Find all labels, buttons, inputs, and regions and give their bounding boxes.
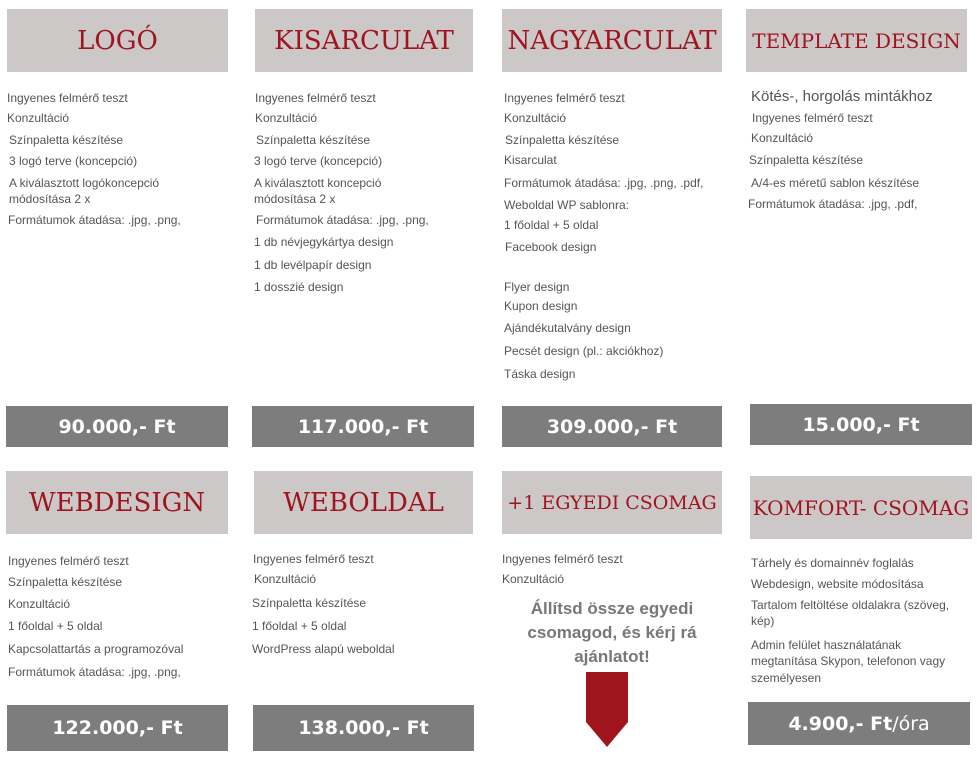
- card-nagyarculat-title: NAGYARCULAT: [502, 9, 722, 72]
- list-item: Konzultáció: [504, 111, 567, 125]
- list-item: A kiválasztott koncepció: [254, 176, 382, 190]
- list-item: 1 db levélpapír design: [254, 258, 372, 272]
- list-item: A kiválasztott logókoncepció: [9, 176, 160, 190]
- cta-line: csomagod, és kérj rá: [527, 623, 697, 642]
- list-item: Konzultáció: [254, 572, 317, 586]
- list-item: kép): [751, 614, 775, 628]
- list-item: Színpaletta készítése: [252, 596, 367, 610]
- list-item: módosítása 2 x: [9, 192, 91, 206]
- list-item: Kisarculat: [504, 153, 557, 167]
- card-kisarculat-title: KISARCULAT: [255, 9, 473, 72]
- list-item: Kupon design: [504, 299, 578, 313]
- card-webdesign-title: WEBDESIGN: [6, 471, 228, 534]
- list-item: Színpaletta készítése: [505, 133, 620, 147]
- card-egyedi-cta: [502, 597, 722, 669]
- list-item: Konzultáció: [502, 572, 565, 586]
- list-item: WordPress alapú weboldal: [252, 642, 395, 656]
- list-item: Ingyenes felmérő teszt: [502, 552, 623, 566]
- list-item: Weboldal WP sablonra:: [504, 198, 629, 212]
- list-item: Formátumok átadása: .jpg, .png,: [256, 213, 429, 227]
- list-item: Tárhely és domainnév foglalás: [751, 556, 914, 570]
- list-item: Webdesign, website módosítása: [751, 577, 924, 591]
- list-item: Formátumok átadása: .jpg, .pdf,: [748, 197, 918, 211]
- card-logo-price: 90.000,- Ft: [6, 406, 228, 447]
- card-nagyarculat-price: 309.000,- Ft: [502, 406, 722, 447]
- card-logo-title: LOGÓ: [7, 9, 228, 72]
- list-item: 1 dosszié design: [254, 280, 344, 294]
- list-item: Kapcsolattartás a programozóval: [8, 642, 184, 656]
- list-item: 3 logó terve (koncepció): [9, 154, 138, 168]
- card-weboldal-title: WEBOLDAL: [254, 471, 473, 534]
- list-item: Ingyenes felmérő teszt: [255, 91, 376, 105]
- list-item: 3 logó terve (koncepció): [254, 154, 383, 168]
- list-item: Konzultáció: [7, 111, 70, 125]
- cta-line: ajánlatot!: [574, 647, 650, 666]
- price-unit: /óra: [892, 712, 930, 735]
- card-komfort-title: KOMFORT- CSOMAG: [750, 476, 972, 539]
- list-item: 1 főoldal + 5 oldal: [8, 619, 103, 633]
- list-item: Színpaletta készítése: [749, 153, 864, 167]
- list-item: Ingyenes felmérő teszt: [752, 111, 873, 125]
- list-item: Konzultáció: [751, 131, 814, 145]
- list-item: Színpaletta készítése: [8, 575, 123, 589]
- list-item: Ajándékutalvány design: [504, 321, 631, 335]
- list-item: Pecsét design (pl.: akciókhoz): [504, 344, 664, 358]
- card-template-price: 15.000,- Ft: [750, 404, 972, 445]
- list-item: Konzultáció: [255, 111, 318, 125]
- list-item: Táska design: [504, 367, 576, 381]
- card-template-subtitle: Kötés-, horgolás mintákhoz: [751, 88, 933, 105]
- arrow-down-icon[interactable]: [584, 672, 630, 748]
- list-item: Flyer design: [504, 280, 570, 294]
- list-item: megtanítása Skypon, telefonon vagy: [751, 654, 946, 668]
- list-item: 1 db névjegykártya design: [254, 235, 394, 249]
- list-item: Tartalom feltöltése oldalakra (szöveg,: [751, 598, 950, 612]
- card-weboldal-price: 138.000,- Ft: [253, 705, 474, 751]
- list-item: Facebook design: [505, 240, 597, 254]
- list-item: A/4-es méretű sablon készítése: [751, 176, 920, 190]
- list-item: Ingyenes felmérő teszt: [7, 91, 128, 105]
- list-item: Ingyenes felmérő teszt: [8, 554, 129, 568]
- list-item: Admin felület használatának: [751, 638, 902, 652]
- list-item: Ingyenes felmérő teszt: [253, 552, 374, 566]
- card-komfort-price: [748, 702, 970, 745]
- list-item: Formátumok átadása: .jpg, .png,: [8, 665, 181, 679]
- card-kisarculat-price: 117.000,- Ft: [252, 406, 474, 447]
- card-template-title: TEMPLATE DESIGN: [746, 9, 967, 72]
- list-item: személyesen: [751, 671, 822, 685]
- list-item: Formátumok átadása: .jpg, .png, .pdf,: [504, 176, 704, 190]
- card-webdesign-price: 122.000,- Ft: [7, 705, 228, 751]
- list-item: Színpaletta készítése: [9, 133, 124, 147]
- list-item: 1 főoldal + 5 oldal: [504, 218, 599, 232]
- list-item: 1 főoldal + 5 oldal: [252, 619, 347, 633]
- price-amount: 4.900,- Ft: [788, 712, 893, 735]
- cta-line: Állítsd össze egyedi: [530, 599, 694, 618]
- list-item: Formátumok átadása: .jpg, .png,: [8, 213, 181, 227]
- list-item: Színpaletta készítése: [256, 133, 371, 147]
- list-item: módosítása 2 x: [254, 192, 336, 206]
- list-item: Konzultáció: [8, 597, 71, 611]
- card-egyedi-title: +1 EGYEDI CSOMAG: [502, 471, 722, 534]
- list-item: Ingyenes felmérő teszt: [504, 91, 625, 105]
